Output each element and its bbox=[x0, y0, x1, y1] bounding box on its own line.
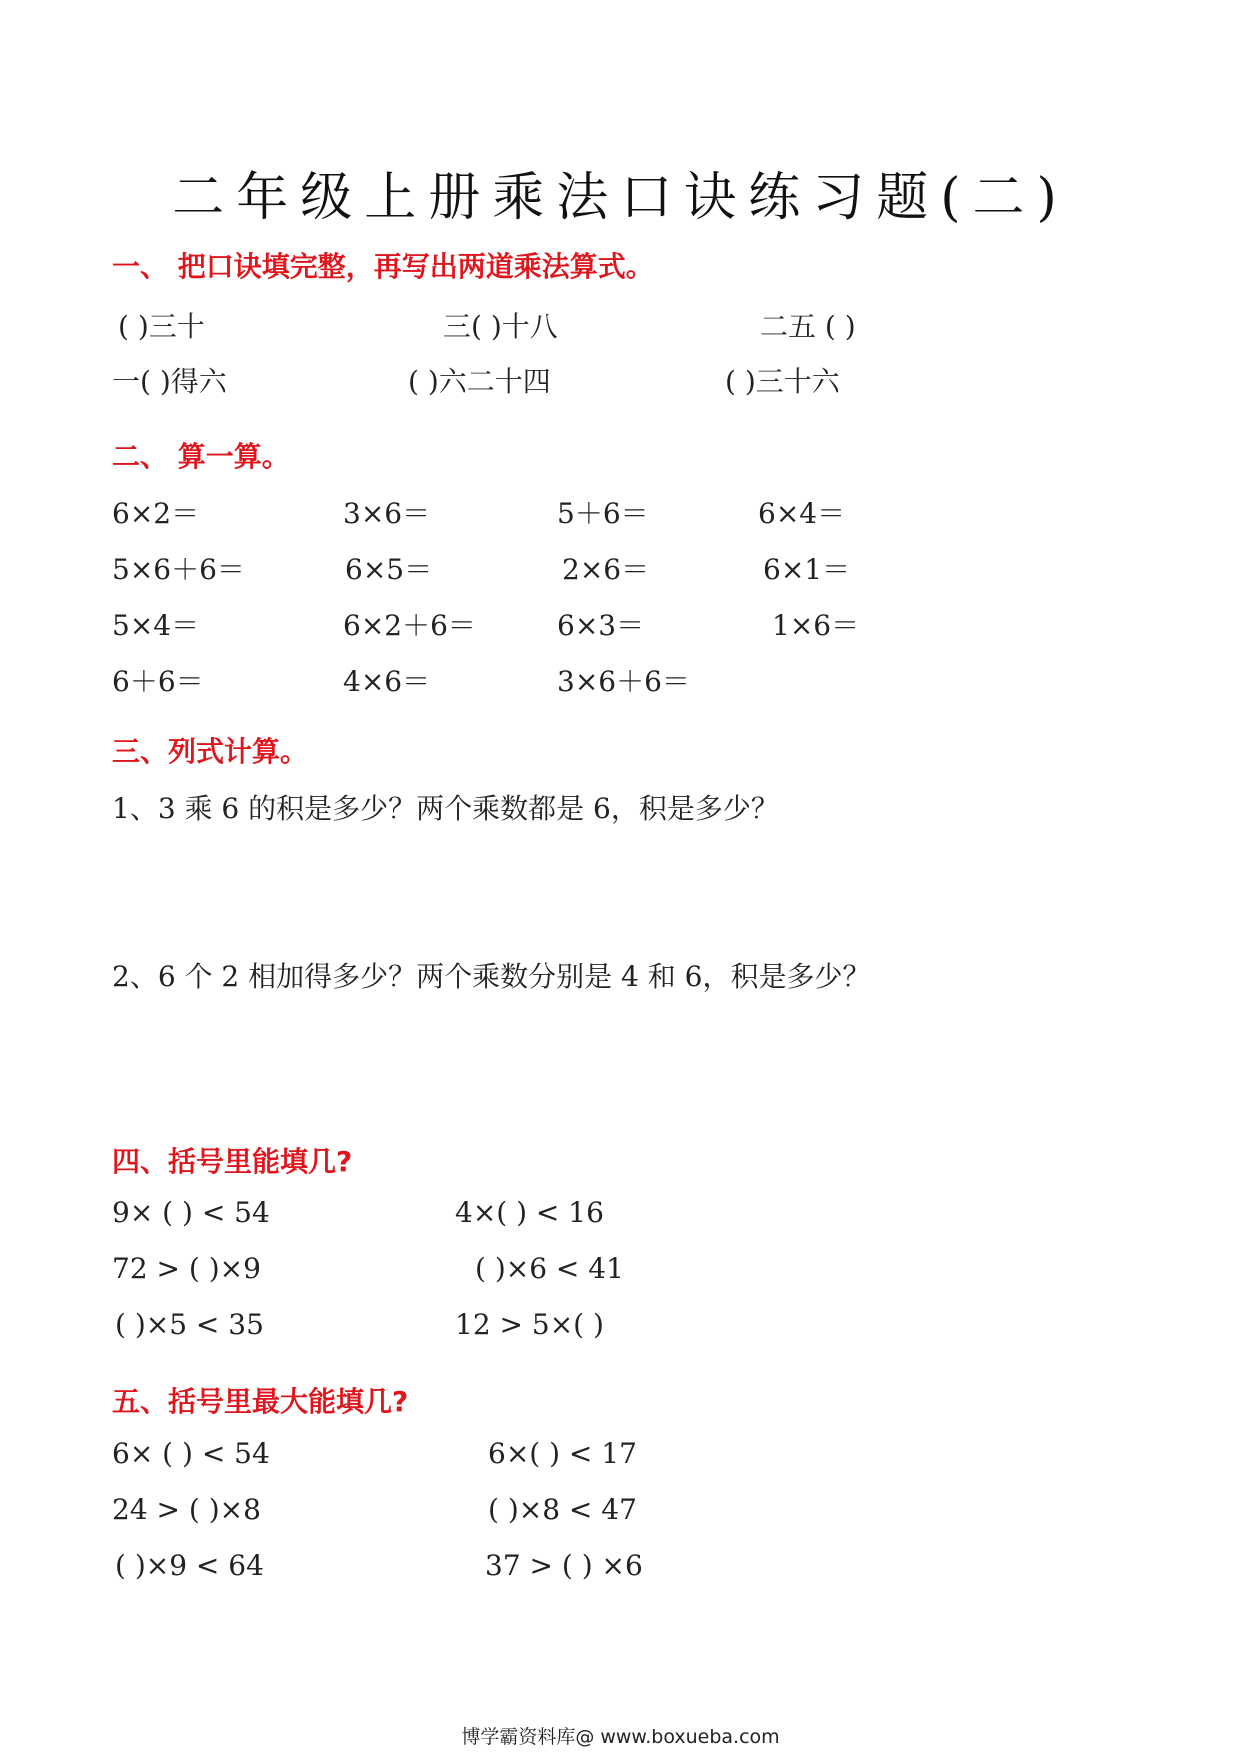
s1-r2-c3: ( )三十六 bbox=[725, 365, 840, 398]
s5-r1-c1: 6× ( ) < 54 bbox=[112, 1437, 270, 1470]
s3-question-1: 1、3 乘 6 的积是多少？两个乘数都是 6，积是多少？ bbox=[112, 792, 779, 825]
section-2-heading: 二、 算一算。 bbox=[112, 440, 290, 473]
s2-r2-c3: 2×6＝ bbox=[562, 553, 650, 586]
s4-r2-c1: 72 > ( )×9 bbox=[112, 1252, 261, 1285]
s4-r2-c2: ( )×6 < 41 bbox=[475, 1252, 624, 1285]
s5-r2-c1: 24 > ( )×8 bbox=[112, 1493, 261, 1526]
section-3-heading: 三、列式计算。 bbox=[112, 735, 309, 768]
s2-r4-c2: 4×6＝ bbox=[343, 665, 431, 698]
s4-r3-c1: ( )×5 < 35 bbox=[115, 1308, 264, 1341]
footer-watermark: 博学霸资料库@ www.boxueba.com bbox=[461, 1726, 780, 1748]
s2-r1-c2: 3×6＝ bbox=[343, 497, 431, 530]
page-title: 二年级上册乘法口诀练习题(二) bbox=[172, 168, 1069, 228]
s1-r1-c1: ( )三十 bbox=[118, 310, 205, 343]
s4-r1-c2: 4×( ) < 16 bbox=[455, 1196, 604, 1229]
s4-r3-c2: 12 > 5×( ) bbox=[455, 1308, 604, 1341]
s2-r3-c1: 5×4＝ bbox=[112, 609, 200, 642]
s2-r4-c1: 6＋6＝ bbox=[112, 665, 204, 698]
s5-r2-c2: ( )×8 < 47 bbox=[488, 1493, 637, 1526]
s2-r4-c3: 3×6＋6＝ bbox=[557, 665, 690, 698]
s2-r2-c4: 6×1＝ bbox=[763, 553, 851, 586]
s2-r1-c3: 5＋6＝ bbox=[557, 497, 649, 530]
s5-r3-c1: ( )×9 < 64 bbox=[115, 1549, 264, 1582]
section-1-heading: 一、 把口诀填完整，再写出两道乘法算式。 bbox=[112, 250, 654, 283]
s5-r1-c2: 6×( ) < 17 bbox=[488, 1437, 637, 1470]
s2-r1-c1: 6×2＝ bbox=[112, 497, 200, 530]
section-5-heading: 五、括号里最大能填几? bbox=[112, 1385, 409, 1418]
s2-r2-c1: 5×6＋6＝ bbox=[112, 553, 245, 586]
s2-r2-c2: 6×5＝ bbox=[345, 553, 433, 586]
s2-r3-c4: 1×6＝ bbox=[772, 609, 860, 642]
s2-r1-c4: 6×4＝ bbox=[758, 497, 846, 530]
s1-r1-c2: 三( )十八 bbox=[443, 310, 558, 343]
s2-r3-c2: 6×2＋6＝ bbox=[343, 609, 476, 642]
s1-r1-c3: 二五 ( ) bbox=[760, 310, 856, 343]
s4-r1-c1: 9× ( ) < 54 bbox=[112, 1196, 270, 1229]
s2-r3-c3: 6×3＝ bbox=[557, 609, 645, 642]
s1-r2-c2: ( )六二十四 bbox=[408, 365, 551, 398]
s1-r2-c1: 一( )得六 bbox=[112, 365, 227, 398]
s3-question-2: 2、6 个 2 相加得多少？两个乘数分别是 4 和 6，积是多少？ bbox=[112, 960, 871, 993]
s5-r3-c2: 37 > ( ) ×6 bbox=[485, 1549, 643, 1582]
section-4-heading: 四、括号里能填几? bbox=[112, 1145, 353, 1178]
